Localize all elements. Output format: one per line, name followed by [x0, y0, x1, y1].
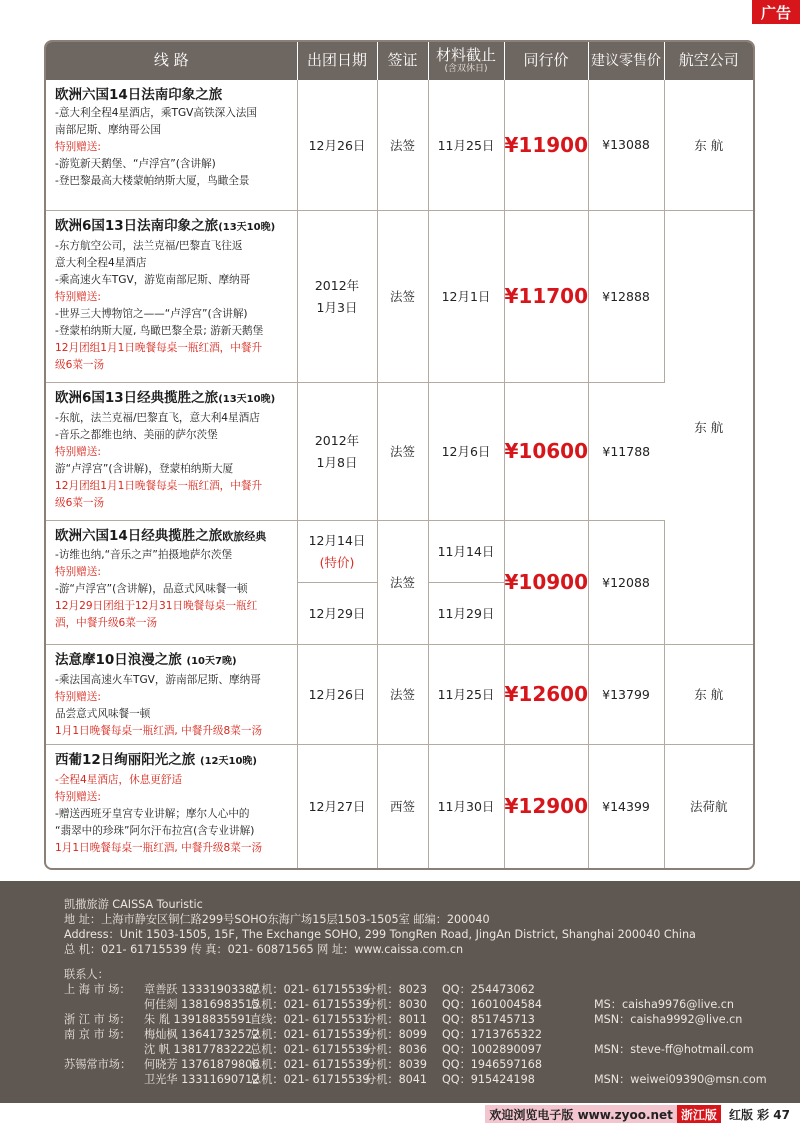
visa-type: 法签 — [377, 210, 428, 382]
table-row — [46, 80, 753, 210]
page-number: 红版 彩 47 — [728, 1107, 790, 1122]
route-line: -意大利全程4星酒店，乘TGV高铁深入法国 — [55, 107, 257, 119]
visa-type: 西签 — [377, 744, 428, 868]
departure-date: 2012年 1月8日 — [297, 382, 377, 520]
deadline: 12月1日 — [428, 210, 504, 382]
contact-footer — [0, 881, 800, 1103]
gift-label: 特别赠送: — [55, 790, 101, 803]
route-title: 法意摩10日浪漫之旅 (10天7晚) — [55, 651, 237, 668]
departure-date: 12月27日 — [297, 744, 377, 868]
contact-row: 何佳剡 13816983515 总机：021- 61715539 分机：8030 QQ：1601004584 MS：caisha9976@live.cn — [144, 998, 735, 1011]
phone-line: 总 机：021- 61715539 传 真：021- 60871565 网 址：www.caissa.com.cn — [64, 943, 464, 956]
route-cell — [46, 382, 297, 520]
page-footer-bar — [0, 1105, 800, 1123]
airline: 东 航 — [664, 644, 753, 744]
route-line: “翡翠中的珍珠”阿尔汗布拉宫(含专业讲解) — [55, 824, 255, 837]
route-line: -乘高速火车TGV，游览南部尼斯、摩纳哥 — [55, 273, 251, 286]
header-visa: 签证 — [377, 42, 428, 80]
header-route: 线 路 — [46, 42, 297, 80]
visa-type: 法签 — [377, 520, 428, 644]
departure-date: 12月26日 — [297, 644, 377, 744]
route-line: -游览新天鹅堡、“卢浮宫”(含讲解) — [55, 158, 216, 170]
retail-price: ¥11788 — [588, 382, 664, 520]
route-line: -登蒙柏纳斯大厦, 鸟瞰巴黎全景; 游新天鹅堡 — [55, 324, 264, 337]
route-cell — [46, 210, 297, 382]
peer-price: ¥12600 — [504, 644, 588, 744]
retail-price: ¥12088 — [588, 520, 664, 644]
peer-price: ¥10600 — [504, 382, 588, 520]
departure-date: 2012年 1月3日 — [297, 210, 377, 382]
route-cell — [46, 80, 297, 210]
route-line: -全程4星酒店，休息更舒适 — [55, 773, 183, 786]
route-line: -赠送西班牙皇宫专业讲解；摩尔人心中的 — [55, 807, 250, 820]
deadline: 11月30日 — [428, 744, 504, 868]
visa-type: 法签 — [377, 382, 428, 520]
contact-row: 浙 江 市 场： 朱 胤 13918835591 直线：021- 61715531 分机：8011 QQ：851745713 MSN：caisha9992@live.cn — [64, 1013, 743, 1026]
deadline: 12月6日 — [428, 382, 504, 520]
retail-price: ¥14399 — [588, 744, 664, 868]
route-title: 西葡12日绚丽阳光之旅 (12天10晚) — [55, 751, 257, 768]
visa-type: 法签 — [377, 644, 428, 744]
gift-label: 特别赠送: — [55, 445, 101, 458]
deadline: 11月25日 — [428, 80, 504, 210]
route-title: 欧洲6国13日法南印象之旅(13天10晚) — [55, 217, 276, 234]
note-line: 1月1日晚餐每桌一瓶红酒, 中餐升级8菜一汤 — [55, 841, 263, 854]
contact-row: 沈 帆 13817783222 总机：021- 61715539 分机：8036 QQ：1002890097 MSN：steve-ff@hotmail.com — [144, 1043, 754, 1056]
route-cell — [46, 644, 297, 744]
route-title: 欧洲6国13日经典揽胜之旅(13天10晚) — [55, 389, 276, 406]
airline: 东 航 — [664, 80, 753, 210]
route-line: -东航，法兰克福/巴黎直飞，意大利4星酒店 — [55, 411, 260, 424]
route-title: 欧洲六国14日经典揽胜之旅欧旅经典 — [55, 527, 267, 544]
contact-row: 上 海 市 场： 章善跃 13331903387 总机：021- 61715539 分机：8023 QQ：254473062 — [64, 983, 535, 996]
route-line: -东方航空公司，法兰克福/巴黎直飞往返 — [55, 239, 243, 252]
deadline: 11月25日 — [428, 644, 504, 744]
note-line: 12月团组1月1日晚餐每桌一瓶红酒，中餐升 — [55, 479, 263, 492]
header-airline: 航空公司 — [664, 42, 753, 80]
contacts-label: 联系人： — [64, 968, 109, 981]
airline: 法荷航 — [689, 799, 728, 815]
peer-price: ¥12900 — [504, 744, 588, 868]
note-line: 级6菜一汤 — [55, 358, 105, 371]
deadline-b: 11月29日 — [437, 606, 495, 621]
retail-price: ¥12888 — [588, 210, 664, 382]
table-row — [46, 520, 753, 644]
header-deadline: 材料截止 (含双休日) — [428, 42, 504, 80]
retail-price: ¥13088 — [588, 80, 664, 210]
deadline-split — [428, 520, 504, 644]
route-line: -登巴黎最高大楼蒙帕纳斯大厦，鸟瞰全景 — [55, 175, 250, 187]
header-peer-price: 同行价 — [504, 42, 588, 80]
header-retail-price: 建议零售价 — [588, 42, 664, 80]
address-cn: 地 址：上海市静安区铜仁路299号SOHO东海广场15层1503-1505室 邮编：200040 — [64, 913, 490, 926]
note-line: 1月1日晚餐每桌一瓶红酒, 中餐升级8菜一汤 — [55, 724, 263, 737]
route-cell — [46, 744, 297, 868]
retail-price: ¥13799 — [588, 644, 664, 744]
route-line: -音乐之都维也纳、美丽的萨尔茨堡 — [55, 428, 218, 441]
route-line: -乘法国高速火车TGV，游南部尼斯、摩纳哥 — [55, 673, 261, 686]
table-row — [46, 744, 753, 868]
company-name: 凯撒旅游 CAISSA Touristic — [64, 898, 203, 911]
peer-price: ¥10900 — [504, 520, 588, 644]
departure-date-a: 12月14日 — [308, 533, 366, 548]
contact-row: 南 京 市 场： 梅灿枫 13641732572 总机：021- 61715539 分机：8099 QQ：1713765322 — [64, 1028, 542, 1041]
ad-label: 广告 — [752, 0, 800, 24]
note-line: 12月29日团组于12月31日晚餐每桌一瓶红 — [55, 599, 258, 612]
edition-badge: 浙江版 — [677, 1105, 721, 1123]
note-line: 12月团组1月1日晚餐每桌一瓶红酒，中餐升 — [55, 341, 263, 354]
peer-price: ¥11700 — [504, 210, 588, 382]
table-row — [46, 382, 753, 520]
tour-price-table — [44, 40, 755, 870]
route-cell — [46, 520, 297, 644]
route-line: 意大利全程4星酒店 — [55, 256, 147, 269]
departure-date-b: 12月29日 — [308, 606, 366, 621]
departure-date: 12月26日 — [297, 80, 377, 210]
gift-label: 特别赠送: — [55, 290, 101, 303]
peer-price: ¥11900 — [504, 80, 588, 210]
departure-date-split — [297, 520, 377, 644]
special-price-note: (特价) — [319, 555, 355, 570]
gift-label: 特别赠送: — [55, 690, 101, 703]
site-link[interactable]: 欢迎浏览电子版 www.zyoo.net — [485, 1105, 677, 1123]
airline-merged: 东 航 — [664, 210, 753, 644]
route-title: 欧洲六国14日法南印象之旅 — [55, 87, 223, 103]
contact-row: 苏锡常市场： 何晓芳 13761879806 总机：021- 61715539 分机：8039 QQ：1946597168 — [64, 1058, 542, 1071]
table-row — [46, 644, 753, 744]
route-line: -访维也纳,“音乐之声”拍摄地萨尔茨堡 — [55, 548, 233, 561]
table-row — [46, 210, 753, 382]
gift-label: 特别赠送: — [55, 565, 101, 578]
contact-row: 卫光华 13311690712 总机：021- 61715539 分机：8041 QQ：915424198 MSN：weiwei09390@msn.com — [144, 1073, 767, 1086]
header-date: 出团日期 — [297, 42, 377, 80]
route-line: 品尝意式风味餐一顿 — [55, 707, 151, 720]
gift-label: 特别赠送: — [55, 141, 101, 153]
route-line: 游“卢浮宫”(含讲解)，登蒙柏纳斯大厦 — [55, 462, 234, 475]
note-line: 级6菜一汤 — [55, 496, 105, 509]
visa-type: 法签 — [377, 80, 428, 210]
note-line: 酒，中餐升级6菜一汤 — [55, 616, 158, 629]
address-en: Address：Unit 1503-1505, 15F, The Exchange SOHO, 299 TongRen Road, JingAn District, Shanghai 200040 China — [64, 928, 696, 941]
route-line: -世界三大博物馆之——“卢浮宫”(含讲解) — [55, 307, 248, 320]
route-line: 南部尼斯、摩纳哥公国 — [55, 124, 161, 136]
route-line: -游“卢浮宫”(含讲解)，品意式风味餐一顿 — [55, 582, 248, 595]
deadline-a: 11月14日 — [429, 521, 504, 583]
